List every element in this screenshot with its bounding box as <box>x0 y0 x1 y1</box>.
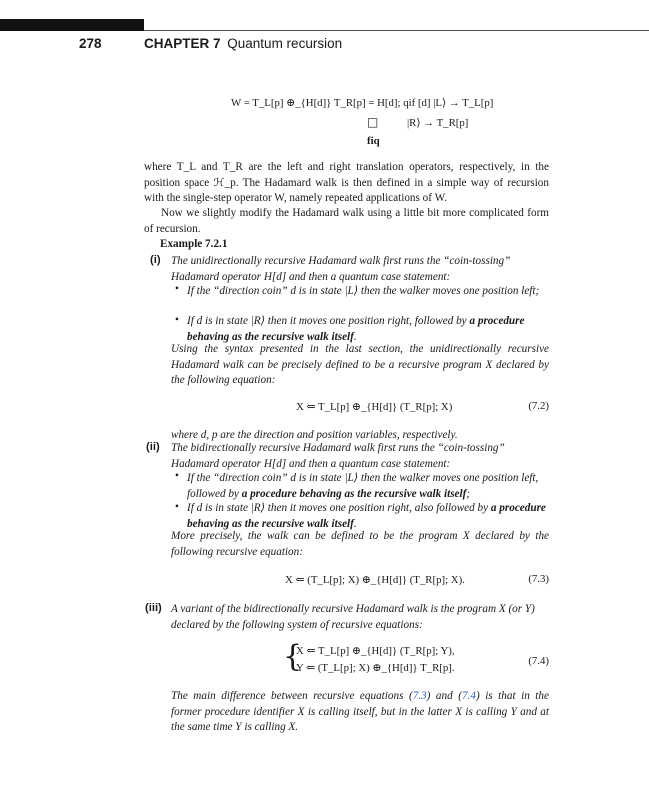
equation-number-7-4: (7.4) <box>528 655 549 667</box>
item-ii-bullet-1-bold: a procedure behaving as the recursive walk itself <box>241 487 467 500</box>
ref-7-3-link[interactable]: 7.3 <box>412 690 427 702</box>
item-ii-intro: The bidirectionally recursive Hadamard walk first runs the “coin-tossing” Hadamard operator H[d] and then a quantum case statement: <box>171 442 505 470</box>
closing-paragraph: The main difference between recursive equations (7.3) and (7.4) is that in the former procedure identifier X is calling itself, but in the latter X is calling Y and at the same time Y is calling X. <box>171 690 549 733</box>
equation-7-2: X ⇐ T_L[p] ⊕_{H[d]} (T_R[p]; X) <box>296 401 453 413</box>
bullet-dot: • <box>175 283 179 295</box>
example-title: Example 7.2.1 <box>160 238 228 250</box>
item-i-bullet-1: If the “direction coin” d is in state |L⟩ then the walker moves one position left; <box>187 285 540 297</box>
item-ii-bullet-1: If the “direction coin” d is in state |L⟩ then the walker moves one position left, followed by a procedure behaving as the recursive walk itself; <box>187 472 539 500</box>
item-ii-after: More precisely, the walk can be defined to be the program X declared by the following recursive equation: <box>171 530 549 558</box>
top-equation-fiq: fiq <box>367 135 380 147</box>
item-ii-bullet-2-text: If d is in state |R⟩ then it moves one position right, also followed by <box>187 502 489 514</box>
equation-7-4-line2: Y ⇐ (T_L[p]; X) ⊕_{H[d]} T_R[p]. <box>296 662 455 674</box>
item-i-label: (i) <box>150 254 161 266</box>
equation-7-3: X ⇐ (T_L[p]; X) ⊕_{H[d]} (T_R[p]; X). <box>285 574 465 586</box>
header-bar <box>0 19 144 31</box>
item-iii-intro: A variant of the bidirectionally recursive Hadamard walk is the program X (or Y) declared by the following system of recursive equations: <box>171 603 535 631</box>
bullet-dot: • <box>175 470 179 482</box>
item-i-where: where d, p are the direction and position variables, respectively. <box>171 429 458 441</box>
item-i-bullet-2-text: If d is in state |R⟩ then it moves one position right, followed by <box>187 315 467 327</box>
item-i-bullet-2-bold: a procedure behaving as the recursive walk itself <box>187 315 525 343</box>
item-ii-label: (ii) <box>146 441 160 453</box>
bullet-dot: • <box>175 314 179 326</box>
page-number: 278 <box>79 36 102 51</box>
top-equation-box: □ <box>367 115 379 129</box>
chapter-heading <box>144 36 342 51</box>
item-i-intro: The unidirectionally recursive Hadamard walk first runs the “coin-tossing” Hadamard operator H[d] and then a quantum case statement: <box>171 255 511 283</box>
equation-brace: { <box>283 639 303 674</box>
item-ii-bullet-2: If d is in state |R⟩ then it moves one position right, also followed by a procedure behaving as the recursive walk itself. <box>187 502 546 530</box>
equation-number-7-2: (7.2) <box>528 400 549 412</box>
ref-7-4-link[interactable]: 7.4 <box>461 690 476 702</box>
item-i-after: Using the syntax presented in the last section, the unidirectionally recursive Hadamard walk can be precisely defined to be a recursive program X declared by the following equation: <box>171 343 549 386</box>
chapter-label: CHAPTER 7 <box>144 36 221 51</box>
closing-after: is that in the former procedure identifier X is calling itself, but in the latter X is calling Y and at the same time Y is calling X. <box>171 690 549 733</box>
bullet-dot: • <box>175 501 179 513</box>
closing-before: The main difference between recursive equations <box>171 690 404 702</box>
top-equation-line2: |R⟩ → T_R[p] <box>407 117 469 129</box>
item-ii-bullet-2-bold: a procedure behaving as the recursive walk itself <box>187 502 546 530</box>
item-i-bullet-2: If d is in state |R⟩ then it moves one position right, followed by a procedure behaving as the recursive walk itself. <box>187 315 525 343</box>
equation-7-4-line1: X ⇐ T_L[p] ⊕_{H[d]} (T_R[p]; Y), <box>296 645 455 657</box>
chapter-title: Quantum recursion <box>227 36 343 51</box>
item-iii-label: (iii) <box>145 602 162 614</box>
paragraph-1: where T_L and T_R are the left and right translation operators, respectively, in the position space ℋ_p. The Hadamard walk is then defined in a simple way of recursion with the single-step operator W, namely repeated applications of W. <box>144 161 549 204</box>
equation-number-7-3: (7.3) <box>528 573 549 585</box>
top-equation-line1: W = T_L[p] ⊕_{H[d]} T_R[p] = H[d]; qif [d] |L⟩ → T_L[p] <box>231 97 494 109</box>
header-rule <box>144 30 649 31</box>
item-ii-bullet-1-text: If the “direction coin” d is in state |L⟩ then the walker moves one position left, followed by <box>187 472 539 500</box>
closing-mid: and <box>435 690 453 702</box>
paragraph-2: Now we slightly modify the Hadamard walk using a little bit more complicated form of recursion. <box>144 207 549 235</box>
